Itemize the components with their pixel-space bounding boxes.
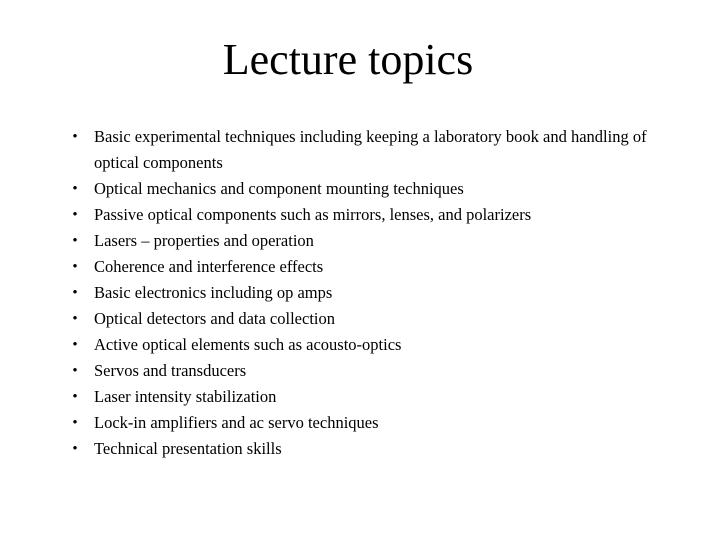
bullet-icon: • <box>72 389 78 405</box>
bullet-icon: • <box>72 181 78 197</box>
bullet-icon: • <box>72 311 78 327</box>
list-item <box>56 384 656 410</box>
list-item <box>56 436 656 462</box>
topic-text: Technical presentation skills <box>94 439 282 458</box>
topic-text: Basic electronics including op amps <box>94 283 333 302</box>
list-item <box>56 228 656 254</box>
topic-text: Basic experimental techniques including keeping a laboratory book and handling of optical components <box>94 127 647 172</box>
bullet-icon: • <box>72 415 78 431</box>
bullet-icon: • <box>72 441 78 457</box>
topic-text: Passive optical components such as mirrors, lenses, and polarizers <box>94 205 532 224</box>
list-item <box>56 254 656 280</box>
topic-text: Laser intensity stabilization <box>94 387 277 406</box>
topic-text: Optical mechanics and component mounting techniques <box>94 179 464 198</box>
topic-list <box>56 124 656 462</box>
bullet-icon: • <box>72 207 78 223</box>
topic-text: Lasers – properties and operation <box>94 231 314 250</box>
topic-text: Servos and transducers <box>94 361 247 380</box>
topic-text: Active optical elements such as acousto-optics <box>94 335 402 354</box>
list-item <box>56 410 656 436</box>
bullet-icon: • <box>72 285 78 301</box>
list-item <box>56 332 656 358</box>
list-item <box>56 176 656 202</box>
list-item <box>56 202 656 228</box>
topic-text: Optical detectors and data collection <box>94 309 335 328</box>
slide-title: Lecture topics <box>222 35 474 84</box>
list-item <box>56 124 656 176</box>
bullet-icon: • <box>72 129 78 145</box>
bullet-icon: • <box>72 337 78 353</box>
list-item <box>56 306 656 332</box>
bullet-icon: • <box>72 233 78 249</box>
list-item <box>56 280 656 306</box>
bullet-icon: • <box>72 259 78 275</box>
list-item <box>56 358 656 384</box>
topic-text: Lock-in amplifiers and ac servo techniques <box>94 413 379 432</box>
bullet-icon: • <box>72 363 78 379</box>
topic-text: Coherence and interference effects <box>94 257 324 276</box>
